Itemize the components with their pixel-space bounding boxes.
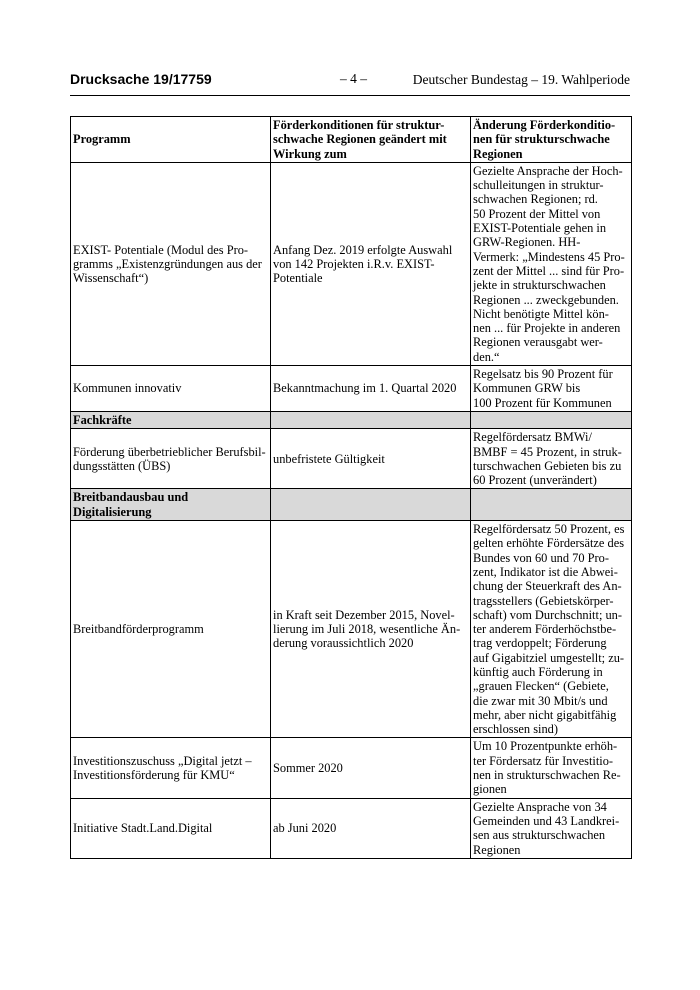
- change-cell: Gezielte Ansprache der Hoch- schulleitungen in struktur- schwachen Regionen; rd. 50 Prozent der Mittel von EXIST-Potentiale gehen in GRW-Regionen. HH- Vermerk: „Mindestens 45 Pro- zent der Mittel ... sind für Pro- jekte in strukturschwachen Regionen ... zweckgebunden. Nicht benötigte Mittel kön- nen ... für Projekte in anderen Regionen verausgabt wer- den.“: [471, 162, 632, 365]
- section-empty-cell: [471, 411, 632, 428]
- section-empty-cell: [471, 489, 632, 521]
- document-id: [70, 71, 212, 87]
- section-empty-cell: [271, 411, 471, 428]
- section-row-fachkraefte: [71, 411, 632, 428]
- effective-cell: unbefristete Gültigkeit: [271, 429, 471, 489]
- table-row: [71, 798, 632, 858]
- effective-cell: Bekanntmachung im 1. Quartal 2020: [271, 366, 471, 412]
- effective-cell: ab Juni 2020: [271, 798, 471, 858]
- funding-table: [70, 116, 632, 859]
- column-header-effective: Förderkonditionen für struktur- schwache Regionen geändert mit Wirkung zum: [271, 117, 471, 163]
- effective-cell: Sommer 2020: [271, 738, 471, 798]
- program-cell: Investitionszuschuss „Digital jetzt – Investitionsförderung für KMU“: [71, 738, 271, 798]
- table-row: [71, 738, 632, 798]
- program-cell: Förderung überbetrieblicher Berufsbil- dungsstätten (ÜBS): [71, 429, 271, 489]
- table-row: [71, 429, 632, 489]
- column-header-change: Änderung Förderkonditio- nen für strukturschwache Regionen: [471, 117, 632, 163]
- section-empty-cell: [271, 489, 471, 521]
- change-cell: Gezielte Ansprache von 34 Gemeinden und 43 Landkrei- sen aus strukturschwachen Regionen: [471, 798, 632, 858]
- effective-cell: Anfang Dez. 2019 erfolgte Auswahl von 142 Projekten i.R.v. EXIST- Potentiale: [271, 162, 471, 365]
- table-header-row: [71, 117, 632, 163]
- section-row-breitband: [71, 489, 632, 521]
- table-row: [71, 162, 632, 365]
- program-cell: Initiative Stadt.Land.Digital: [71, 798, 271, 858]
- effective-cell: in Kraft seit Dezember 2015, Novel- lierung im Juli 2018, wesentliche Än- derung voraussichtlich 2020: [271, 521, 471, 738]
- program-cell: Breitbandförderprogramm: [71, 521, 271, 738]
- program-cell: EXIST- Potentiale (Modul des Pro- gramms „Existenzgründungen aus der Wissenschaft“): [71, 162, 271, 365]
- page-number: – 4 –: [340, 71, 367, 86]
- document-number: 17759: [172, 71, 212, 87]
- section-title: Fachkräfte: [71, 411, 271, 428]
- change-cell: Regelsatz bis 90 Prozent für Kommunen GRW bis 100 Prozent für Kommunen: [471, 366, 632, 412]
- change-cell: Regelfördersatz 50 Prozent, es gelten erhöhte Fördersätze des Bundes von 60 und 70 Pro- zent, Indikator ist die Abwei- chung der Steuerkraft des An- tragsstellers (Gebietskörper- schaft) vom Durchschnitt; un- ter anderem Förderhöchstbe- trag verdoppelt; Förderung auf Gigabitziel umgestellt; zu- künftig auch Förderung in „grauen Flecken“ (Gebiete, die zwar mit 30 Mbit/s und mehr, aber nicht gigabitfähig erschlossen sind): [471, 521, 632, 738]
- program-cell: Kommunen innovativ: [71, 366, 271, 412]
- table-row: [71, 366, 632, 412]
- document-label: Drucksache 19/: [70, 71, 173, 87]
- change-cell: Regelfördersatz BMWi/ BMBF = 45 Prozent, in struk- turschwachen Gebieten bis zu 60 Prozent (unverändert): [471, 429, 632, 489]
- parliament-period: Deutscher Bundestag – 19. Wahlperiode: [412, 72, 630, 87]
- section-title: Breitbandausbau und Digitalisierung: [71, 489, 271, 521]
- change-cell: Um 10 Prozentpunkte erhöh- ter Fördersatz für Investitio- nen in strukturschwachen Re- gionen: [471, 738, 632, 798]
- page-header: [70, 71, 630, 96]
- table-row: [71, 521, 632, 738]
- column-header-program: Programm: [71, 117, 271, 163]
